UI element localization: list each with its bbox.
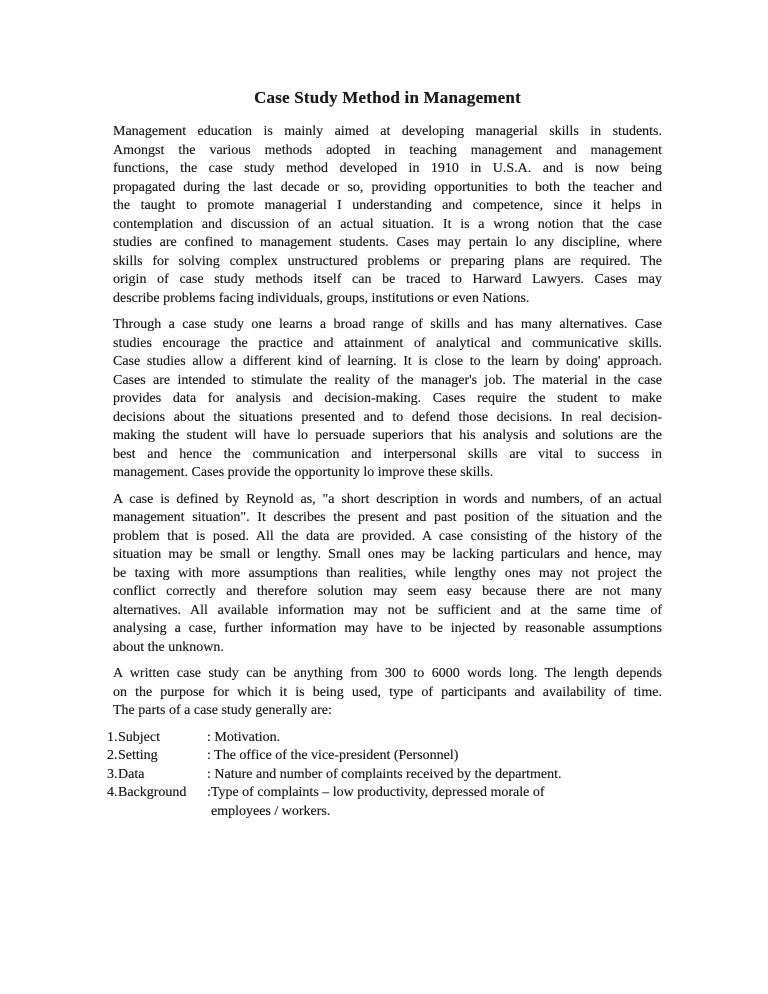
text-line: describe problems facing individuals, groups, institutions or even Nations. (113, 290, 530, 306)
item-term: Setting (118, 748, 158, 763)
text-line: be taxing with more assumptions than realities, while lengthy ones may not project the (113, 565, 662, 581)
case-parts-list (107, 729, 662, 822)
text-line: about the unknown. (113, 639, 224, 655)
text-line: Cases are intended to stimulate the reality of the manager's job. The material in the case (113, 372, 662, 388)
text-line: on the purpose for which it is being used, type of participants and availability of time. (113, 684, 662, 700)
text-line: The parts of a case study generally are: (113, 703, 332, 718)
item-description-line: :Type of complaints – low productivity, depressed morale of (207, 785, 545, 800)
text-line: origin of case study methods itself can be traced to Harward Lawyers. Cases may (113, 272, 662, 287)
text-line: problem that is posed. All the data are provided. A case consisting of the history of the (113, 528, 662, 544)
text-line: decisions about the situations presented and to defend those decisions. In real decision- (113, 409, 662, 425)
item-number: 1. (107, 729, 118, 745)
item-term: Background (118, 785, 187, 800)
text-line: management. Cases provide the opportunity lo improve these skills. (113, 465, 494, 480)
text-line: best and hence the communication and interpersonal skills are vital to success in (113, 446, 662, 462)
item-number: 4. (107, 785, 118, 800)
list-item-head (107, 747, 207, 766)
list-item (107, 766, 662, 785)
paragraph (113, 491, 662, 658)
paragraph (113, 316, 662, 483)
text-line: Management education is mainly aimed at developing managerial skills in students. (113, 124, 662, 139)
page-title: Case Study Method in Management (254, 88, 521, 107)
item-description (207, 784, 662, 821)
text-line: studies are confined to management students. Cases may pertain lo any discipline, where (113, 235, 662, 250)
item-description-line: employees / workers. (211, 803, 331, 819)
list-item (107, 784, 662, 821)
text-line: conflict correctly and therefore solution may seem easy because there are not many (113, 584, 662, 599)
item-description-line: : Motivation. (207, 729, 281, 745)
paragraphs-container (113, 123, 662, 721)
text-line: functions, the case study method developed in 1910 in U.S.A. and is now being (113, 161, 662, 176)
item-description-line: : The office of the vice-president (Personnel) (207, 748, 459, 763)
text-line: analysing a case, further information may have to be injected by reasonable assumptions (113, 621, 662, 636)
list-item (107, 729, 662, 748)
list-item-head (107, 766, 207, 785)
list-item (107, 747, 662, 766)
list-item-head (107, 729, 207, 748)
item-description (207, 766, 662, 785)
document-body (107, 123, 662, 821)
text-line: Amongst the various methods adopted in teaching management and management (113, 142, 662, 158)
text-line: making the student will have lo persuade superiors that his analysis and solutions are the (113, 428, 662, 443)
list-item-head (107, 784, 207, 803)
text-line: situation may be small or lengthy. Small ones may be lacking particulars and hence, may (113, 547, 662, 562)
text-line: the taught to promote managerial I understanding and competence, since it helps in (113, 198, 662, 213)
paragraph (113, 123, 662, 308)
item-number: 3. (107, 766, 118, 782)
text-line: A written case study can be anything from 300 to 6000 words long. The length depends (113, 666, 662, 681)
item-description (207, 747, 662, 766)
text-line: studies encourage the practice and attainment of analytical and communicative skills. (113, 335, 662, 351)
item-number: 2. (107, 748, 118, 763)
text-line: Case studies allow a different kind of learning. It is close to the learn by doing' approach. (113, 354, 662, 369)
text-line: skills for solving complex unstructured problems or preparing plans are required. The (113, 253, 662, 269)
text-line: contemplation and discussion of an actual situation. It is a wrong notion that the case (113, 216, 662, 232)
text-line: Through a case study one learns a broad range of skills and has many alternatives. Case (113, 317, 662, 332)
paragraph (113, 665, 662, 721)
text-line: A case is defined by Reynold as, "a short description in words and numbers, of an actual (113, 491, 662, 507)
text-line: alternatives. All available information may not be sufficient and at the same time of (113, 602, 662, 618)
text-line: propagated during the last decade or so, providing opportunities to both the teacher and (113, 179, 662, 195)
item-term: Data (118, 766, 145, 782)
item-description (207, 729, 662, 748)
item-description-line: : Nature and number of complaints received by the department. (207, 766, 562, 782)
text-line: provides data for analysis and decision-making. Cases require the student to make (113, 391, 662, 406)
item-term: Subject (118, 729, 160, 745)
text-line: management situation". It describes the present and past position of the situation and the (113, 510, 662, 525)
